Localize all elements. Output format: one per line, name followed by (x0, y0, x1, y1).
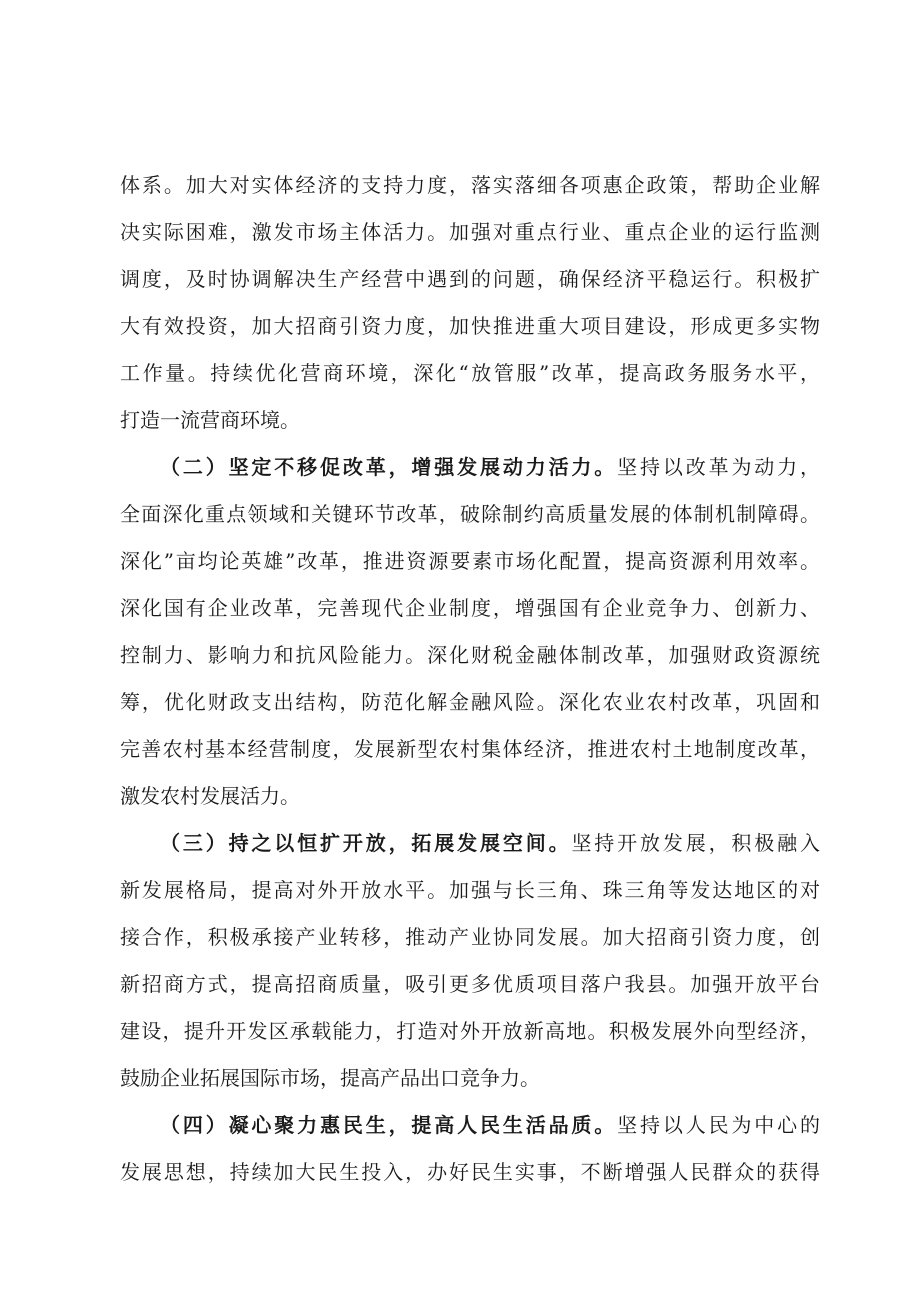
section-2-first-line (160, 452, 820, 482)
text-line: 鼓励企业拓展国际市场，提高产品出口竞争力。 (120, 1066, 540, 1090)
text-line: 大有效投资，加大招商引资力度，加快推进重大项目建设，形成更多实物 (120, 314, 820, 338)
text-line: 完善农村基本经营制度，发展新型农村集体经济，推进农村土地制度改革， (120, 737, 820, 761)
text-line: 体系。加大对实体经济的支持力度，落实落细各项惠企政策，帮助企业解 (120, 173, 820, 197)
text-line: 筹，优化财政支出结构，防范化解金融风险。深化农业农村改革，巩固和 (120, 690, 820, 714)
section-2-first-line-text: 坚持以改革为动力， (617, 455, 820, 479)
text-line: 全面深化重点领域和关键环节改革，破除制约高质量发展的体制机制障碍。 (120, 502, 820, 526)
text-line: 调度，及时协调解决生产经营中遇到的问题，确保经济平稳运行。积极扩 (120, 267, 820, 291)
section-4-first-line-text: 坚持以人民为中心的 (617, 1113, 820, 1137)
section-3-first-line (160, 828, 820, 858)
text-line: 新发展格局，提高对外开放水平。加强与长三角、珠三角等发达地区的对 (120, 878, 820, 902)
text-line: 发展思想，持续加大民生投入，办好民生实事，不断增强人民群众的获得 (120, 1160, 820, 1184)
text-line: 决实际困难，激发市场主体活力。加强对重点行业、重点企业的运行监测 (120, 220, 820, 244)
section-4-heading: （四）凝心聚力惠民生，提高人民生活品质。 (160, 1113, 618, 1137)
text-line: 深化”亩均论英雄”改革，推进资源要素市场化配置，提高资源利用效率。 (120, 549, 820, 573)
text-line: 接合作，积极承接产业转移，推动产业协同发展。加大招商引资力度，创 (120, 925, 820, 949)
section-3-first-line-text: 坚持开放发展，积极融入 (571, 831, 820, 855)
text-line: 控制力、影响力和抗风险能力。深化财税金融体制改革，加强财政资源统 (120, 643, 820, 667)
text-line: 激发农村发展活力。 (120, 784, 300, 808)
section-4-first-line (160, 1110, 820, 1140)
text-line: 深化国有企业改革，完善现代企业制度，增强国有企业竞争力、创新力、 (120, 596, 820, 620)
text-line: 打造一流营商环境。 (120, 408, 300, 432)
text-line: 新招商方式，提高招商质量，吸引更多优质项目落户我县。加强开放平台 (120, 972, 820, 996)
text-line: 工作量。持续优化营商环境，深化“放管服”改革，提高政务服务水平， (120, 361, 820, 385)
text-line: 建设，提升开发区承载能力，打造对外开放新高地。积极发展外向型经济， (120, 1019, 820, 1043)
section-3-heading: （三）持之以恒扩开放，拓展发展空间。 (160, 831, 572, 855)
section-2-heading: （二）坚定不移促改革，增强发展动力活力。 (160, 455, 618, 479)
